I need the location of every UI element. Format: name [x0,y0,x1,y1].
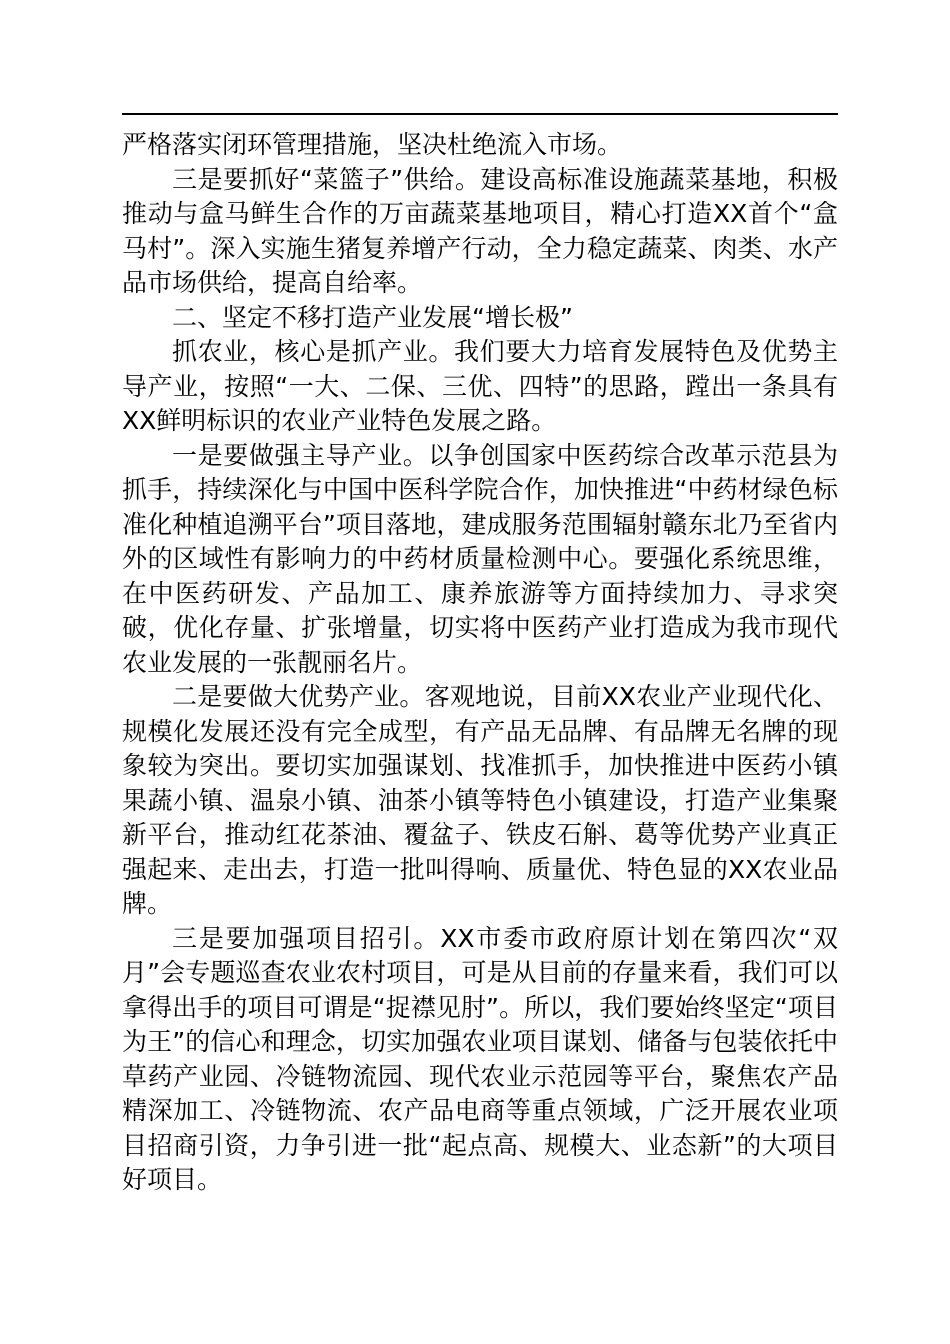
paragraph-continuation: 严格落实闭环管理措施，坚决杜绝流入市场。 [122,130,623,159]
document-body [122,128,838,1198]
paragraph-project-attraction: 三是要加强项目招引。XX市委市政府原计划在第四次“双月”会专题巡查农业农村项目，可是从目前的存量来看，我们可以拿得出手的项目可谓是“捉襟见肘”。所以，我们要始终坚定“项目为王”的信心和理念，切实加强农业项目谋划、储备与包装依托中草药产业园、冷链物流园、现代农业示范园等平台，聚焦农产品精深加工、冷链物流、农产品电商等重点领域，广泛开展农业项目招商引资，力争引进一批“起点高、规模大、业态新”的大项目好项目。 [122,923,838,1194]
paragraph-vegetable-supply: 三是要抓好“菜篮子”供给。建设高标准设施蔬菜基地，积极推动与盒马鲜生合作的万亩蔬菜基地项目，精心打造XX首个“盒马村”。深入实施生猪复养增产行动，全力稳定蔬菜、肉类、水产品市场供给，提高自给率。 [122,164,838,297]
paragraph-leading-industry: 一是要做强主导产业。以争创国家中医药综合改革示范县为抓手，持续深化与中国中医科学院合作，加快推进“中药材绿色标准化种植追溯平台”项目落地，建成服务范围辐射赣东北乃至省内外的区域性有影响力的中药材质量检测中心。要强化系统思维，在中医药研发、产品加工、康养旅游等方面持续加力、寻求突破，优化存量、扩张增量，切实将中医药产业打造成为我市现代农业发展的一张靓丽名片。 [122,440,838,677]
paragraph-industry-intro: 抓农业，核心是抓产业。我们要大力培育发展特色及优势主导产业，按照“一大、二保、三优、四特”的思路，蹚出一条具有XX鲜明标识的农业产业特色发展之路。 [122,337,838,435]
paragraph-advantage-industry: 二是要做大优势产业。客观地说，目前XX农业产业现代化、规模化发展还没有完全成型，有产品无品牌、有品牌无名牌的现象较为突出。要切实加强谋划、找准抓手，加快推进中医药小镇果蔬小镇、温泉小镇、油茶小镇等特色小镇建设，打造产业集聚新平台，推动红花茶油、覆盆子、铁皮石斛、葛等优势产业真正强起来、走出去，打造一批叫得响、质量优、特色显的XX农业品牌。 [122,682,838,918]
header-divider [122,113,838,115]
section-heading-growth-pole: 二、坚定不移打造产业发展“增长极” [172,302,573,332]
